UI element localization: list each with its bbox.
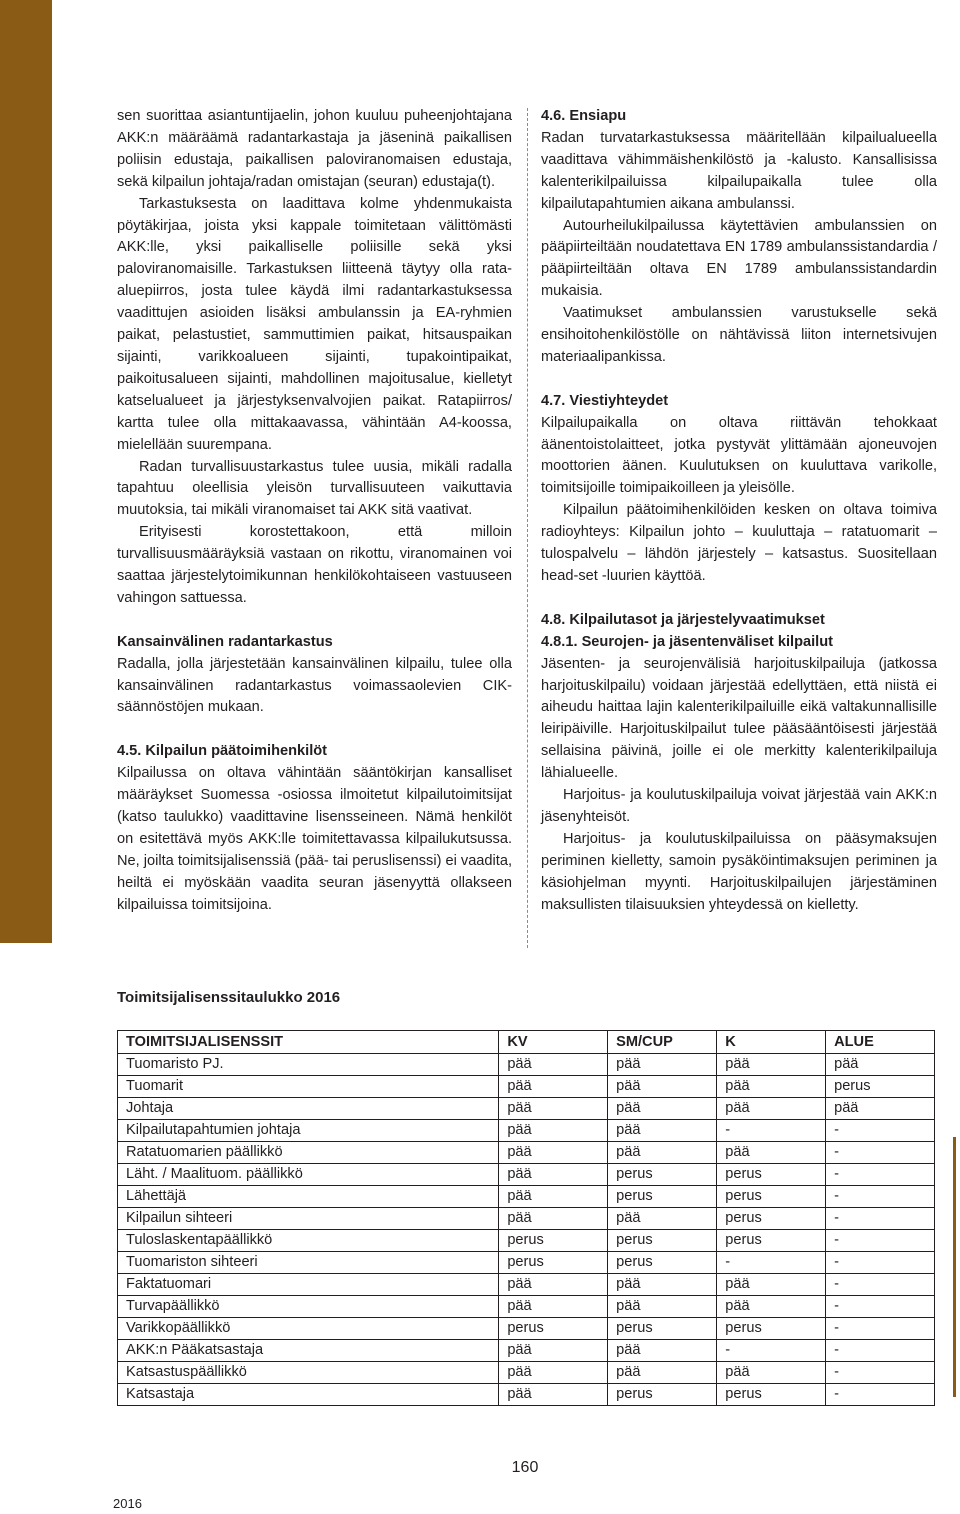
license-level-cell: - [826,1318,935,1340]
license-level-cell: pää [499,1164,608,1186]
official-role-cell: AKK:n Pääkatsastaja [118,1340,499,1362]
paragraph: Vaatimukset ambulanssien varustukselle sekä ensihoitohenkilöstölle on nähtävissä liiton internetsivujen materiaalipankissa. [541,305,937,365]
license-level-cell: - [826,1340,935,1362]
license-level-cell: - [826,1230,935,1252]
table-header-row [118,1031,935,1054]
license-level-cell: perus [717,1164,826,1186]
column-header: TOIMITSIJALISENSSIT [118,1031,499,1054]
table-row [118,1318,935,1340]
license-level-cell: pää [608,1142,717,1164]
license-level-cell: perus [608,1186,717,1208]
paragraph: Kilpailupaikalla on oltava riittävän tehokkaat äänentoistolaitteet, jotka pystyvät ylittämään ajoneuvojen moottorien äänen. Kuulutuksen on kuuluttava varikolle, toimitsijoille toimipaikoilleen ja yleisölle. [541,414,937,497]
license-level-cell: pää [608,1076,717,1098]
license-level-cell: pää [717,1098,826,1120]
license-level-cell: pää [608,1208,717,1230]
table-row [118,1230,935,1252]
table-title: Toimitsijalisenssitaulukko 2016 [117,989,341,1006]
license-level-cell: pää [608,1120,717,1142]
license-level-cell: pää [608,1098,717,1120]
license-level-cell: - [826,1164,935,1186]
right-column [541,106,937,917]
license-level-cell: pää [499,1296,608,1318]
license-level-cell: pää [499,1384,608,1406]
official-role-cell: Kilpailutapahtumien johtaja [118,1120,499,1142]
license-level-cell: perus [717,1230,826,1252]
license-level-cell: pää [826,1098,935,1120]
section-heading: 4.7. Viestiyhteydet [541,392,669,409]
license-level-cell: perus [608,1384,717,1406]
license-level-cell: pää [499,1076,608,1098]
official-role-cell: Faktatuomari [118,1274,499,1296]
license-level-cell: pää [826,1054,935,1076]
license-level-cell: pää [608,1274,717,1296]
table-row [118,1120,935,1142]
official-role-cell: Johtaja [118,1098,499,1120]
official-role-cell: Tuomaristo PJ. [118,1054,499,1076]
decorative-edge-mark [953,1137,956,1397]
license-level-cell: pää [499,1142,608,1164]
official-role-cell: Varikkopäällikkö [118,1318,499,1340]
subsection-heading: 4.8.1. Seurojen- ja jäsentenväliset kilpailut [541,633,833,650]
paragraph: Kilpailussa on oltava vähintään sääntökirjan kansalliset määräykset Suomessa -osiossa ilmoitetut kilpailutoimitsijat (katso taulukko) vaadittavine lisensseineen. Nämä henkilöt on esitettävä myös AKK:lle toimitettavassa kilpailukutsussa. Ne, joilta toimitsijalisenssiä (pää- tai peruslisenssi) ei vaadita, heiltä ei myöskään vaadita seuran jäsenyyttä ollakseen kilpailuissa toimitsijoina. [117,765,513,913]
license-level-cell: pää [608,1054,717,1076]
license-level-cell: perus [717,1318,826,1340]
license-level-cell: pää [608,1340,717,1362]
license-level-cell: perus [608,1230,717,1252]
official-role-cell: Katsastuspäällikkö [118,1362,499,1384]
section-heading: 4.8. Kilpailutasot ja järjestelyvaatimukset [541,611,825,628]
left-column [117,106,512,917]
license-level-cell: perus [608,1252,717,1274]
license-level-cell: pää [608,1362,717,1384]
table-row [118,1362,935,1384]
license-level-cell: - [717,1120,826,1142]
table-row [118,1164,935,1186]
license-level-cell: - [717,1340,826,1362]
paragraph: Harjoitus- ja koulutuskilpailuissa on pääsymaksujen periminen kielletty, samoin pysäköintimaksujen periminen ja käsiohjelman myynti. Harjoituskilpailujen järjestäminen maksullisten tilaisuuksien yhteydessä on kielletty. [541,830,937,913]
license-level-cell: - [826,1142,935,1164]
license-level-cell: pää [717,1054,826,1076]
license-level-cell: - [826,1362,935,1384]
license-level-cell: perus [608,1164,717,1186]
official-role-cell: Turvapäällikkö [118,1296,499,1318]
license-level-cell: perus [499,1318,608,1340]
table-row [118,1274,935,1296]
license-level-cell: perus [717,1186,826,1208]
license-level-cell: - [826,1186,935,1208]
license-level-cell: pää [499,1274,608,1296]
column-header: KV [499,1031,608,1054]
paragraph: Harjoitus- ja koulutuskilpailuja voivat järjestää vain AKK:n jäsenyhteisöt. [541,787,937,825]
license-level-cell: pää [717,1142,826,1164]
table-row [118,1142,935,1164]
table-row [118,1076,935,1098]
license-level-cell: - [826,1120,935,1142]
page-number: 160 [511,1459,539,1476]
official-role-cell: Kilpailun sihteeri [118,1208,499,1230]
license-level-cell: pää [499,1208,608,1230]
license-level-cell: pää [499,1098,608,1120]
paragraph: Erityisesti korostettakoon, että milloin turvallisuusmääräyksiä vastaan on rikottu, viranomainen voi saattaa järjestelytoimikunnan henkilökohtaiseen vastuuseen vahingon sattuessa. [117,524,512,606]
license-level-cell: perus [826,1076,935,1098]
table-row [118,1252,935,1274]
paragraph: Radan turvallisuustarkastus tulee uusia, mikäli radalla tapahtuu oleellisia yleisön turvallisuuteen vaikuttavia muutoksia, tai mikäli viranomaiset tai AKK sitä vaativat. [117,458,512,519]
official-role-cell: Tuomarit [118,1076,499,1098]
license-level-cell: - [826,1208,935,1230]
license-level-cell: pää [499,1340,608,1362]
table-body [118,1054,935,1406]
section-heading: 4.6. Ensiapu [541,108,627,124]
license-level-cell: pää [608,1296,717,1318]
license-level-cell: perus [717,1384,826,1406]
license-level-cell: pää [499,1362,608,1384]
license-level-cell: pää [717,1274,826,1296]
table-row [118,1208,935,1230]
paragraph: Radalla, jolla järjestetään kansainvälinen kilpailu, tulee olla kansainvälinen radantarkastus voimassaolevien CIK-säännöstöjen mukaan. [117,655,512,716]
table-row [118,1054,935,1076]
license-level-cell: - [826,1252,935,1274]
section-heading: Kansainvälinen radantarkastus [117,633,333,650]
license-level-cell: pää [499,1120,608,1142]
license-level-cell: perus [608,1318,717,1340]
table-row [118,1296,935,1318]
official-role-cell: Lähettäjä [118,1186,499,1208]
paragraph: Jäsenten- ja seurojenvälisiä harjoituskilpailuja (jatkossa harjoituskilpailu) voidaan järjestää edellyttäen, että niistä ei aiheudu haittaa lajin kalenterikilpailuille eikä valtakunnallisille leiripäiville. Harjoituskilpailut tulee pääsääntöisesti järjestää sellaisina päivinä, joille ei ole merkitty kalenterikilpailuja lähialueelle. [541,655,937,782]
section-heading: 4.5. Kilpailun päätoimihenkilöt [117,743,328,760]
official-role-cell: Katsastaja [118,1384,499,1406]
table-row [118,1186,935,1208]
column-header: SM/CUP [608,1031,717,1054]
decorative-side-bar [0,0,52,943]
table-row [118,1098,935,1120]
paragraph: Autourheilukilpailussa käytettävien ambulanssien on pääpiirteiltään noudatettava EN 1789 ambulanssistandardia / pääpiirteiltään oltava EN 1789 ambulanssistandardin mukaisia. [541,217,937,300]
license-level-cell: perus [499,1230,608,1252]
license-level-cell: - [717,1252,826,1274]
column-header: K [717,1031,826,1054]
column-divider [527,108,528,948]
official-role-cell: Tuomariston sihteeri [118,1252,499,1274]
official-role-cell: Ratatuomarien päällikkö [118,1142,499,1164]
license-level-cell: perus [717,1208,826,1230]
license-level-cell: - [826,1384,935,1406]
license-level-cell: pää [717,1076,826,1098]
official-role-cell: Läht. / Maalituom. päällikkö [118,1164,499,1186]
column-header: ALUE [826,1031,935,1054]
license-level-cell: pää [717,1362,826,1384]
table-row [118,1340,935,1362]
footer-year: 2016 [113,1496,142,1511]
license-level-cell: pää [499,1186,608,1208]
license-level-cell: - [826,1274,935,1296]
paragraph: Radan turvatarkastuksessa määritellään kilpailualueella vaadittava vähimmäishenkilöstö ja -kalusto. Kansallisissa kalenterikilpailuissa kilpailupaikalla tulee olla kilpailutapahtumien aikana ambulanssi. [541,129,937,212]
license-level-cell: - [826,1296,935,1318]
license-table [117,1030,935,1406]
license-level-cell: perus [499,1252,608,1274]
license-level-cell: pää [499,1054,608,1076]
official-role-cell: Tuloslaskentapäällikkö [118,1230,499,1252]
paragraph: Kilpailun päätoimihenkilöiden kesken on oltava toimiva radioyhteys: Kilpailun johto – kuuluttaja – ratatuomarit – tulospalvelu – lähdön järjestely – katsastus. Suositellaan head-set -luurien käyttöä. [541,502,937,585]
paragraph: sen suorittaa asiantuntijaelin, johon kuuluu puheenjohtajana AKK:n määräämä radantarkastaja ja jäseninä paikallisen poliisin edustaja, paikallisen paloviranomaisen edustaja, sekä kilpailun johtaja/radan omistajan (seuran) edustaja(t). [117,108,512,190]
table-row [118,1384,935,1406]
license-level-cell: pää [717,1296,826,1318]
paragraph: Tarkastuksesta on laadittava kolme yhdenmukaista pöytäkirjaa, joista yksi kappale toimitetaan välittömästi AKK:lle, yksi paikalliselle poliisille sekä yksi paloviranomaisille. Tarkastuksen liitteenä täytyy olla rata-aluepiirros, josta tulee käydä ilmi radantarkastuksessa vaadittujen asioiden lisäksi ambulanssin ja EA-ryhmien paikat, pelastustiet, sammuttimien paikat, hitsauspaikan sijainti, varikkoalueen sijainti, tupakointipaikat, paikoitusalueen sijainti, mahdollinen majoitusalue, kielletyt katselualueet ja järjestyksenvalvojien paikat. Ratapiirros/ kartta tulee olla mittakaavassa, vähintään A4-koossa, mielellään suurempana. [117,195,512,453]
